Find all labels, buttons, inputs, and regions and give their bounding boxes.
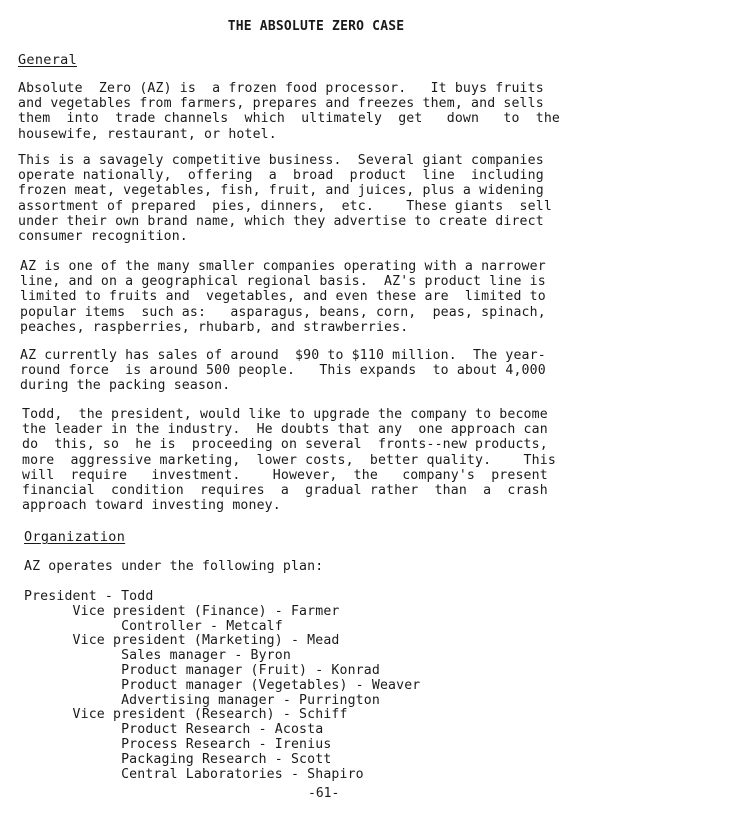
paragraph-line: Todd, the president, would like to upgrade the company to become [22, 407, 548, 422]
org-chart-entry: Advertising manager - Purrington [24, 692, 380, 708]
section-heading-general: General [18, 52, 77, 68]
paragraph-line: AZ is one of the many smaller companies operating with a narrower [20, 259, 546, 274]
org-chart-entry: Product manager (Fruit) - Konrad [24, 663, 380, 678]
paragraph-line: under their own brand name, which they advertise to create direct [18, 213, 544, 229]
paragraph-line: more aggressive marketing, lower costs, better quality. This [22, 452, 556, 468]
paragraph-line: the leader in the industry. He doubts that any one approach can [22, 422, 548, 438]
paragraph-line: Absolute Zero (AZ) is a frozen food processor. It buys fruits [18, 81, 544, 96]
org-chart-entry: Product Research - Acosta [24, 722, 324, 738]
paragraph-line: financial condition requires a gradual rather than a crash [22, 483, 548, 499]
organization-intro: AZ operates under the following plan: [24, 559, 324, 574]
section-heading-organization: Organization [24, 529, 126, 545]
paragraph-line: during the packing season. [20, 378, 231, 394]
paragraph-line: assortment of prepared pies, dinners, etc. These giants sell [18, 198, 552, 214]
paragraph-line: housewife, restaurant, or hotel. [18, 126, 277, 142]
org-chart-entry: Sales manager - Byron [24, 648, 291, 664]
document-title: THE ABSOLUTE ZERO CASE [227, 19, 405, 34]
paragraph-line: This is a savagely competitive business. Several giant companies [18, 153, 544, 168]
paragraph-line: round force is around 500 people. This expands to about 4,000 [20, 363, 546, 379]
paragraph [18, 81, 560, 142]
org-chart-entry: Central Laboratories - Shapiro [24, 766, 364, 782]
page-number: -61- [308, 786, 340, 801]
org-chart-entry: Process Research - Irenius [24, 737, 332, 752]
paragraph-line: approach toward investing money. [22, 498, 281, 514]
paragraph [18, 153, 552, 244]
org-chart-entry: Controller - Metcalf [24, 618, 283, 634]
paragraph-line: them into trade channels which ultimately get down to the [18, 111, 560, 127]
org-chart-entry: Vice president (Finance) - Farmer [24, 603, 340, 619]
org-chart-entry: Packaging Research - Scott [24, 751, 332, 767]
paragraph [22, 407, 556, 513]
paragraph-line: AZ currently has sales of around $90 to $110 million. The year- [20, 348, 546, 363]
org-chart-entry: Product manager (Vegetables) - Weaver [24, 677, 421, 693]
paragraph-line: consumer recognition. [18, 229, 188, 245]
paragraph-line: and vegetables from farmers, prepares and freezes them, and sells [18, 96, 544, 112]
org-chart-entry: President - Todd [24, 589, 154, 604]
paragraph-line: peaches, raspberries, rhubarb, and strawberries. [20, 319, 409, 335]
paragraph-line: popular items such as: asparagus, beans, corn, peas, spinach, [20, 304, 546, 320]
paragraph-line: do this, so he is proceeding on several fronts--new products, [22, 437, 548, 453]
paragraph-line: frozen meat, vegetables, fish, fruit, and juices, plus a widening [18, 183, 544, 199]
paragraph [20, 348, 546, 394]
paragraph-line: limited to fruits and vegetables, and even these are limited to [20, 289, 546, 305]
paragraph-line: operate nationally, offering a broad product line including [18, 168, 544, 184]
paragraph [20, 259, 546, 335]
paragraph-line: will require investment. However, the company's present [22, 467, 548, 483]
paragraph-line: line, and on a geographical regional basis. AZ's product line is [20, 274, 546, 290]
org-chart-entry: Vice president (Marketing) - Mead [24, 633, 340, 649]
org-chart-entry: Vice president (Research) - Schiff [24, 707, 348, 723]
